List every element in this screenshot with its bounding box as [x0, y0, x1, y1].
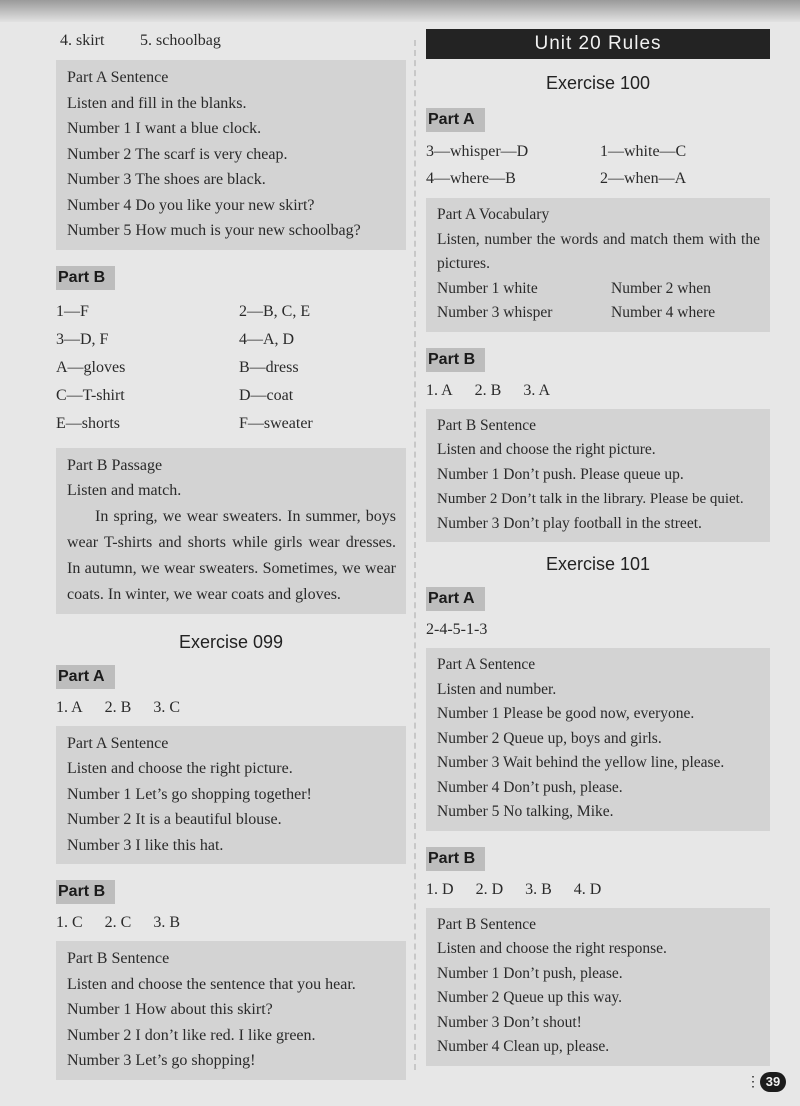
answer-item: C—T-shirt — [56, 386, 125, 404]
word-row — [437, 277, 760, 302]
answer-item: 1—white—C — [600, 143, 687, 160]
answer-item: 2—B, C, E — [239, 302, 311, 320]
word-item: Number 4 where — [611, 304, 716, 321]
transcript-line: Number 2 Queue up this way. — [437, 989, 622, 1006]
exercise-100-title: Exercise 100 — [545, 73, 651, 93]
part-b-heading: Part B — [56, 880, 115, 904]
box-heading: Part B Passage — [67, 456, 163, 474]
part-b-answers — [426, 877, 770, 902]
exercise-101-title: Exercise 101 — [545, 554, 651, 574]
left-column — [56, 28, 406, 1088]
answer-row — [56, 326, 406, 354]
transcript-box-part-a-sentence — [56, 726, 406, 865]
word-item: Number 2 when — [611, 279, 711, 297]
part-a-answers — [56, 695, 406, 720]
transcript-box-part-b-sentence — [426, 409, 770, 543]
transcript-line: Number 1 I want a blue clock. — [67, 120, 262, 137]
answer-row — [426, 138, 770, 165]
answer-item: 2. C — [104, 914, 132, 931]
word-item: Number 3 whisper — [437, 304, 553, 321]
transcript-line: Number 3 I like this hat. — [67, 836, 224, 854]
answer-item: 4—where—B — [426, 170, 516, 187]
answer-item: 3. B — [525, 880, 552, 898]
box-heading: Part B Sentence — [437, 416, 537, 434]
transcript-line: Number 5 No talking, Mike. — [437, 803, 614, 820]
part-a-answer: 2-4-5-1-3 — [426, 621, 488, 638]
box-heading: Part A Sentence — [437, 656, 536, 673]
page-number: 39 — [760, 1072, 786, 1092]
answer-item: 4—A, D — [239, 330, 295, 348]
answer-row — [56, 354, 406, 382]
part-a-heading: Part A — [426, 108, 485, 132]
passage-text — [67, 504, 396, 608]
box-heading: Part B Sentence — [437, 915, 537, 933]
box-heading: Part A Sentence — [67, 734, 169, 752]
answer-row — [56, 382, 406, 410]
answer-row — [56, 298, 406, 326]
word-row — [437, 301, 760, 326]
box-instruction: Listen, number the words and match them with the pictures. — [437, 230, 760, 272]
answer-item: 1. D — [426, 880, 454, 898]
box-heading: Part B Sentence — [67, 950, 170, 967]
transcript-box-part-a-sentence — [56, 60, 406, 250]
answer-item: 4. D — [573, 880, 602, 898]
answer-item: 4. skirt — [60, 32, 105, 49]
box-instruction: Listen and match. — [67, 482, 182, 499]
transcript-line: Number 5 How much is your new schoolbag? — [67, 222, 361, 239]
answer-item: 1. C — [56, 914, 83, 931]
transcript-line: Number 1 Don’t push, please. — [437, 964, 623, 982]
answer-item: 1. A — [426, 381, 453, 399]
box-instruction: Listen and choose the right picture. — [437, 441, 656, 458]
answer-item: D—coat — [239, 386, 294, 404]
column-divider — [414, 40, 416, 1070]
part-b-heading: Part B — [56, 266, 115, 290]
transcript-box-part-a-vocabulary — [426, 198, 770, 332]
passage-body: In spring, we wear sweaters. In summer, boys wear T-shirts and shorts while girls wear dresses. In autumn, we wear sweaters. Sometimes, we wear coats. In winter, we wear coats and gloves. — [67, 507, 396, 603]
part-a-heading: Part A — [56, 665, 115, 689]
answer-item: 1—F — [56, 302, 89, 320]
box-instruction: Listen and choose the right response. — [437, 940, 667, 957]
box-instruction: Listen and number. — [437, 680, 557, 698]
transcript-line: Number 1 Let’s go shopping together! — [67, 785, 312, 803]
answer-item: 2. D — [475, 880, 504, 898]
answer-item: 1. A — [56, 698, 83, 716]
answer-item: 5. schoolbag — [140, 32, 221, 49]
unit-title: Unit 20 Rules — [426, 29, 770, 59]
answer-item: 3. A — [523, 381, 551, 399]
box-instruction: Listen and fill in the blanks. — [67, 94, 247, 112]
burst-icon: ⋮ — [746, 1075, 760, 1090]
answer-item: A—gloves — [56, 358, 126, 376]
transcript-line: Number 2 The scarf is very cheap. — [67, 145, 288, 163]
transcript-line: Number 1 Don’t push. Please queue up. — [437, 465, 684, 483]
transcript-line: Number 1 How about this skirt? — [67, 1001, 273, 1018]
transcript-line: Number 2 It is a beautiful blouse. — [67, 811, 282, 828]
part-b-answers — [56, 910, 406, 935]
transcript-line: Number 3 Wait behind the yellow line, please. — [437, 754, 725, 771]
answer-item: E—shorts — [56, 414, 120, 432]
exercise-099-title: Exercise 099 — [178, 631, 284, 652]
transcript-line: Number 3 Let’s go shopping! — [67, 1052, 256, 1069]
right-column — [426, 29, 770, 1074]
transcript-line: Number 3 The shoes are black. — [67, 171, 266, 188]
word-item: Number 1 white — [437, 279, 538, 297]
answer-item: 3. C — [153, 698, 181, 716]
answer-item: 3. B — [153, 914, 181, 931]
answer-item: B—dress — [239, 358, 299, 376]
page-top-edge — [0, 0, 800, 22]
answer-item: F—sweater — [239, 414, 313, 432]
transcript-line: Number 4 Clean up, please. — [437, 1038, 610, 1055]
transcript-line: Number 4 Don’t push, please. — [437, 778, 623, 796]
box-heading: Part A Sentence — [67, 69, 169, 86]
transcript-box-part-b-sentence — [426, 908, 770, 1066]
transcript-line: Number 3 Don’t shout! — [437, 1013, 582, 1031]
answer-item: 3—whisper—D — [426, 143, 529, 160]
transcript-line: Number 2 I don’t like red. I like green. — [67, 1026, 316, 1044]
part-b-heading: Part B — [426, 847, 485, 871]
top-answers-row — [60, 28, 406, 53]
page-number-badge — [746, 1070, 790, 1094]
box-heading: Part A Vocabulary — [437, 206, 550, 223]
answer-item: 3—D, F — [56, 330, 109, 348]
part-b-answers — [56, 298, 406, 438]
box-instruction: Listen and choose the sentence that you hear. — [67, 975, 356, 993]
part-b-answers — [426, 378, 770, 403]
answer-row — [426, 165, 770, 192]
transcript-box-part-a-sentence — [426, 648, 770, 831]
transcript-line: Number 4 Do you like your new skirt? — [67, 196, 315, 214]
part-b-heading: Part B — [426, 348, 485, 372]
part-a-heading: Part A — [426, 587, 485, 611]
answer-item: 2. B — [104, 698, 132, 716]
transcript-line: Number 1 Please be good now, everyone. — [437, 705, 695, 722]
transcript-line: Number 2 Queue up, boys and girls. — [437, 729, 662, 747]
answer-item: 2. B — [474, 381, 502, 399]
transcript-line: Number 3 Don’t play football in the street. — [437, 514, 702, 532]
transcript-line: Number 2 Don’t talk in the library. Please be quiet. — [437, 491, 744, 507]
transcript-box-part-b-passage — [56, 448, 406, 614]
answer-row — [56, 410, 406, 438]
box-instruction: Listen and choose the right picture. — [67, 760, 293, 777]
answer-item: 2—when—A — [600, 170, 687, 187]
part-a-answers — [426, 138, 770, 192]
transcript-box-part-b-sentence — [56, 941, 406, 1080]
